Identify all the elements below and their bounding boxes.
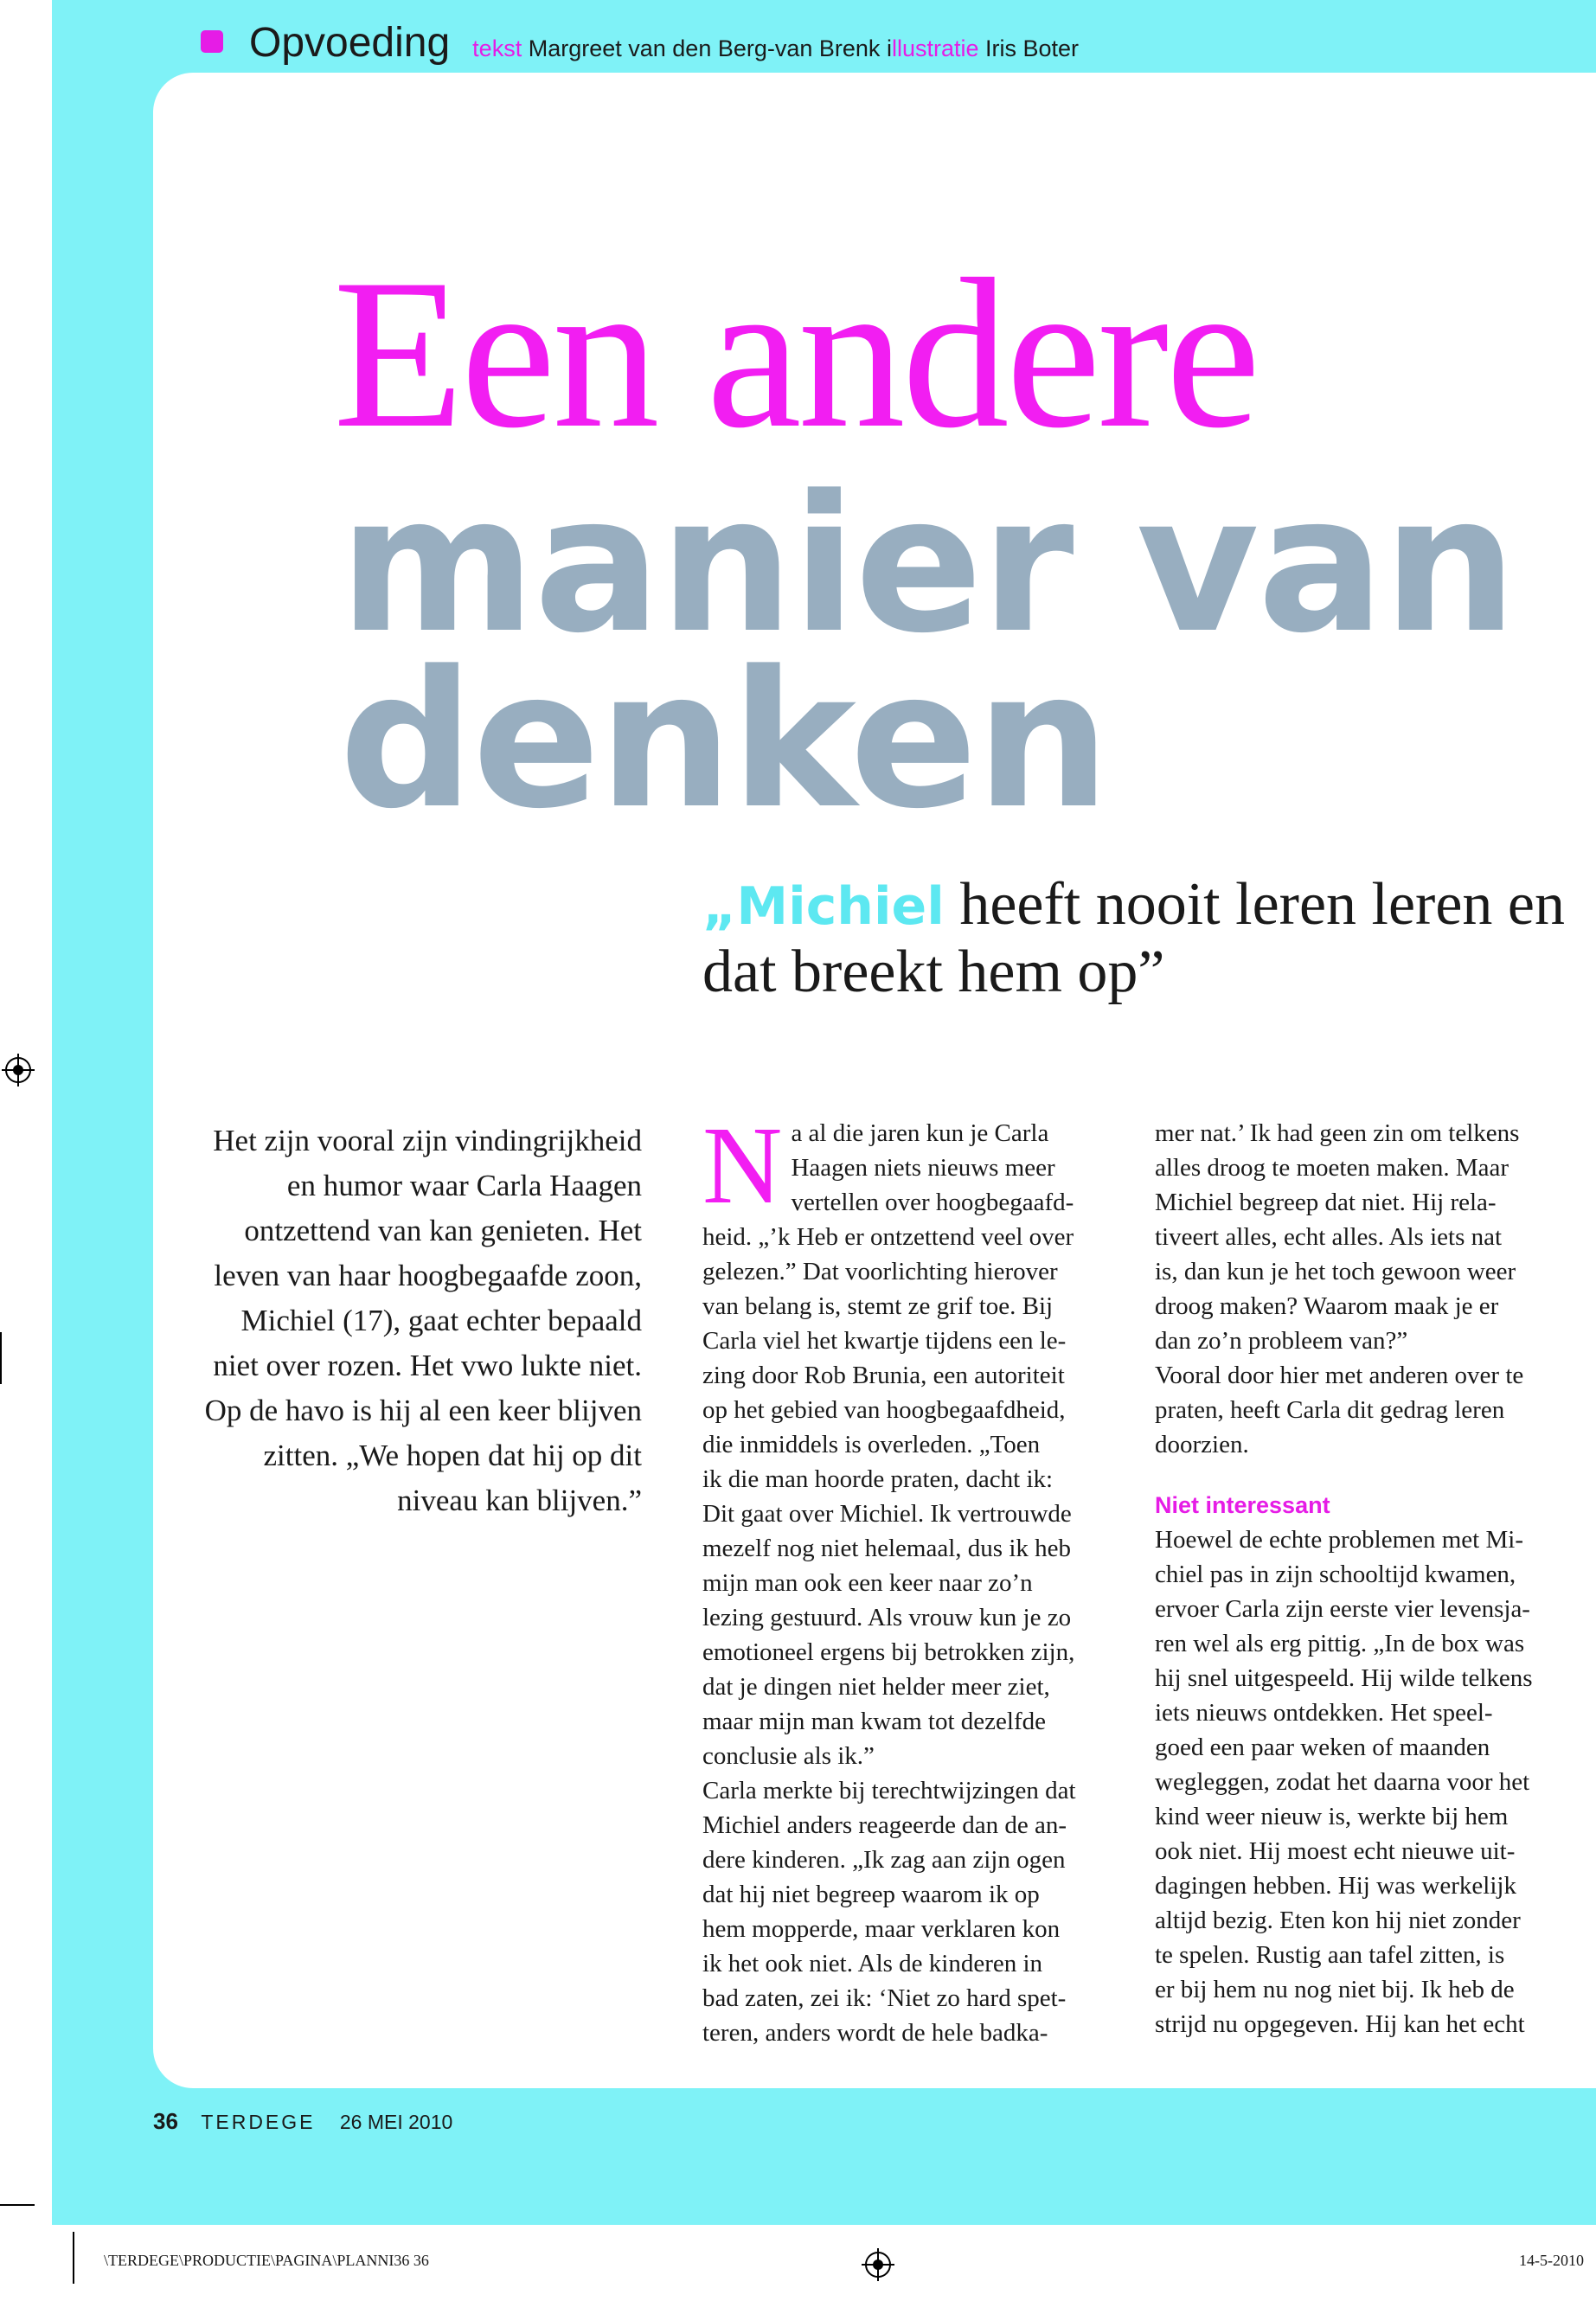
page-number: 36 <box>153 2108 178 2134</box>
column-subheading: Niet interessant <box>1155 1492 1330 1518</box>
pull-quote <box>702 872 1567 1005</box>
title-line-3: denken <box>339 631 1109 850</box>
print-slug-date: 14-5-2010 <box>1519 2252 1584 2269</box>
print-slug-path: \TERDEGE\PRODUCTIE\PAGINA\PLANNI36 36 <box>104 2252 429 2269</box>
crop-mark <box>0 2204 35 2206</box>
title-line-2: manier van <box>339 456 1516 675</box>
illus-label-start: i <box>886 35 892 61</box>
registration-mark-icon <box>865 2252 891 2278</box>
illustrator-name: Iris Boter <box>985 35 1080 61</box>
pull-quote-text: heeft nooit leren leren en dat breekt hem op” <box>702 871 1565 1005</box>
drop-cap: N <box>702 1104 783 1227</box>
article-column-2 <box>1155 1116 1579 2041</box>
crop-mark <box>73 2232 74 2284</box>
crop-mark <box>0 1332 2 1384</box>
text-label: tekst <box>472 35 522 61</box>
issue-date: 26 MEI 2010 <box>339 2111 453 2133</box>
magazine-name: TERDEGE <box>201 2111 316 2133</box>
column-1-text: a al die jaren kun je Carla Haagen niets nieuws meer vertellen over hoogbegaafd- heid. „’k Heb er ontzettend veel over gelezen.” Dat voorlichting hierover van belang is, stemt ze grif toe. Bij Carla viel het kwartje tijdens een le- zing door Rob Brunia, een autoriteit op het gebied van hoogbegaafdheid, die inmiddels is overleden. „Toen ik die man hoorde praten, dacht ik: Dit gaat over Michiel. Ik vertrouwde mezelf nog niet helemaal, dus ik heb mijn man ook een keer naar zo’n lezing gestuurd. Als vrouw kun je zo emotioneel ergens bij betrokken zijn, dat je dingen niet helder meer ziet, maar mijn man kwam tot dezelfde conclusie als ik.” Carla merkte bij terechtwijzingen dat Michiel anders reageerde dan de an- dere kinderen. „Ik zag aan zijn ogen dat hij niet begreep waarom ik op hem mopperde, maar verklaren kon ik het ook niet. Als de kinderen in bad zaten, zei ik: ‘Niet zo hard spet- teren, anders wordt de hele badka- <box>702 1119 1076 2047</box>
author-name: Margreet van den Berg-van Brenk <box>528 35 881 61</box>
registration-mark-icon <box>5 1057 31 1083</box>
title-line-1: Een andere <box>333 234 1258 472</box>
intro-text: Het zijn vooral zijn vindingrijkheid en humor waar Carla Haagen ontzettend van kan genieten. Het leven van haar hoogbegaafde zoon, Michiel (17), gaat echter bepaald niet over rozen. Het vwo lukte niet. Op de havo is hij al een keer blijven zitten. „We hopen dat hij op dit niveau kan blijven.” <box>204 1124 642 1517</box>
page-header <box>201 19 1079 71</box>
section-square-icon <box>201 30 223 53</box>
column-2-text-2: Hoewel de echte problemen met Mi- chiel pas in zijn schooltijd kwamen, ervoer Carla zijn eerste vier levensja- ren wel als erg pittig. „In de box was hij snel uitgespeeld. Hij wilde telkens iets nieuws ontdekken. Het speel- goed een paar weken of maanden wegleggen, zodat het daarna voor het kind weer nieuw is, werkte bij hem ook niet. Hij moest echt nieuwe uit- dagingen hebben. Hij was werkelijk altijd bezig. Eten kon hij niet zonder te spelen. Rustig aan tafel zitten, is er bij hem nu nog niet bij. Ik heb de strijd nu opgegeven. Hij kan het echt <box>1155 1526 1533 2038</box>
column-2-text-1: mer nat.’ Ik had geen zin om telkens alles droog te moeten maken. Maar Michiel begreep dat niet. Hij rela- tiveert alles, echt alles. Als iets nat is, dan kun je het toch gewoon weer droog maken? Waarom maak je er dan zo’n probleem van?” Vooral door hier met anderen over te praten, heeft Carla dit gedrag leren doorzien. <box>1155 1119 1524 1458</box>
illus-label: llustratie <box>891 35 979 61</box>
article-column-1 <box>702 1104 1135 2050</box>
section-name: Opvoeding <box>249 20 451 66</box>
pull-quote-name: „Michiel <box>702 876 945 937</box>
page-footer <box>153 2108 452 2135</box>
